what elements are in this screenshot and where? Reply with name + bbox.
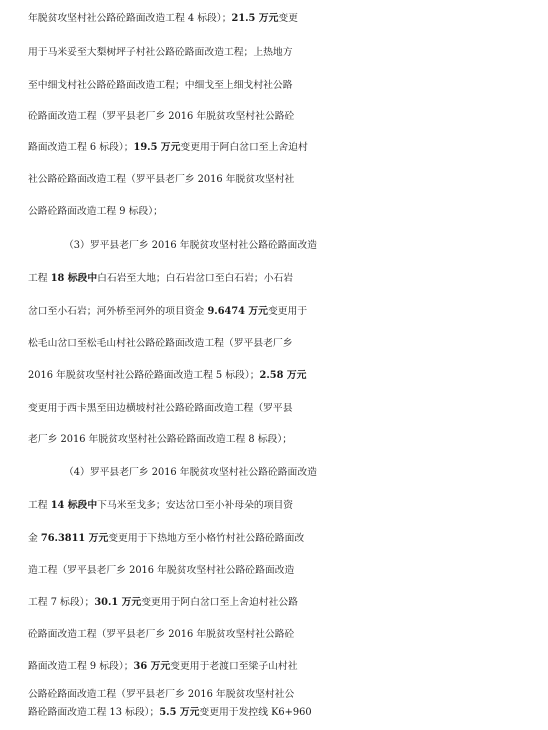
text-line <box>28 100 548 134</box>
text-segment: 社公路砼路面改造工程（罗平县老厂乡 2016 年脱贫攻坚村社 <box>28 174 295 185</box>
text-line <box>28 195 548 229</box>
text-line <box>28 696 548 730</box>
text-segment: 公路砼路面改造工程 9 标段）； <box>28 206 163 217</box>
text-segment: 变更用于阿白岔口至上舍迫村 <box>180 142 308 153</box>
bold-amount: 14 标段中 <box>50 500 98 511</box>
bold-amount: 5.5 万元 <box>159 707 200 718</box>
text-line <box>28 586 548 620</box>
text-segment: 下马米至戈多；安达岔口至小补母朵的项目资 <box>97 500 294 511</box>
text-segment: 公路砼路面改造工程（罗平县老厂乡 2016 年脱贫攻坚村社公 <box>28 689 295 700</box>
text-segment: 变更用于老渡口至梁子山村社 <box>170 661 298 672</box>
text-line <box>28 359 548 393</box>
text-segment: 变更用于西卡黑至田边横坡村社公路砼路面改造工程（罗平县 <box>28 403 293 414</box>
text-line <box>28 522 548 556</box>
text-segment: 松毛山岔口至松毛山村社公路砼路面改造工程（罗平县老厂乡 <box>28 338 293 349</box>
text-line <box>28 489 548 523</box>
text-line <box>64 456 548 490</box>
text-segment: 砼路面改造工程（罗平县老厂乡 2016 年脱贫攻坚村社公路砼 <box>28 629 295 640</box>
text-segment: 变更用于发控线 K6+960 <box>199 707 312 718</box>
text-segment: 路砼路面改造工程 13 标段）； <box>28 707 160 718</box>
text-line <box>28 554 548 588</box>
bold-amount: 76.3811 万元 <box>40 533 109 544</box>
text-segment: 2016 年脱贫攻坚村社公路砼路面改造工程 5 标段）； <box>28 370 260 381</box>
text-line <box>28 36 548 70</box>
bold-amount: 9.6474 万元 <box>207 306 268 317</box>
text-segment: 金 <box>28 533 41 544</box>
bold-amount: 18 标段中 <box>50 273 98 284</box>
bold-amount: 30.1 万元 <box>94 597 142 608</box>
text-line <box>64 229 548 263</box>
text-segment: （4）罗平县老厂乡 2016 年脱贫攻坚村社公路砼路面改造 <box>64 467 317 478</box>
text-segment: 造工程（罗平县老厂乡 2016 年脱贫攻坚村社公路砼路面改造 <box>28 565 295 576</box>
text-line <box>28 2 548 36</box>
text-line <box>28 423 548 457</box>
text-segment: 工程 <box>28 500 51 511</box>
text-segment: 砼路面改造工程（罗平县老厂乡 2016 年脱贫攻坚村社公路砼 <box>28 111 295 122</box>
text-line <box>28 163 548 197</box>
text-segment: 工程 <box>28 273 51 284</box>
text-segment: （3）罗平县老厂乡 2016 年脱贫攻坚村社公路砼路面改造 <box>64 240 317 251</box>
text-segment: 变更用于下热地方至小格竹村社公路砼路面改 <box>108 533 305 544</box>
text-line <box>28 327 548 361</box>
text-segment: 路面改造工程 6 标段）； <box>28 142 134 153</box>
text-segment: 用于马米妥至大梨树坪子村社公路砼路面改造工程；上热地方 <box>28 47 293 58</box>
bold-amount: 19.5 万元 <box>133 142 181 153</box>
text-line <box>28 131 548 165</box>
text-line <box>28 618 548 652</box>
text-segment: 岔口至小石岩；河外桥至河外的项目资金 <box>28 306 208 317</box>
text-line <box>28 392 548 426</box>
text-segment: 变更 <box>278 13 298 24</box>
text-segment: 工程 7 标段）； <box>28 597 95 608</box>
bold-amount: 2.58 万元 <box>259 370 307 381</box>
text-line <box>28 295 548 329</box>
text-segment: 年脱贫攻坚村社公路砼路面改造工程 4 标段）； <box>28 13 232 24</box>
text-line <box>28 69 548 103</box>
bold-amount: 36 万元 <box>133 661 171 672</box>
text-segment: 白石岩至大地；白石岩岔口至白石岩；小石岩 <box>97 273 294 284</box>
text-segment: 变更用于阿白岔口至上舍迫村社公路 <box>141 597 298 608</box>
bold-amount: 21.5 万元 <box>231 13 279 24</box>
text-segment: 路面改造工程 9 标段）； <box>28 661 134 672</box>
text-segment: 变更用于 <box>267 306 308 317</box>
text-line <box>28 262 548 296</box>
text-segment: 至中细戈村社公路砼路面改造工程；中细戈至上细戈村社公路 <box>28 80 293 91</box>
text-segment: 老厂乡 2016 年脱贫攻坚村社公路砼路面改造工程 8 标段）； <box>28 434 293 445</box>
